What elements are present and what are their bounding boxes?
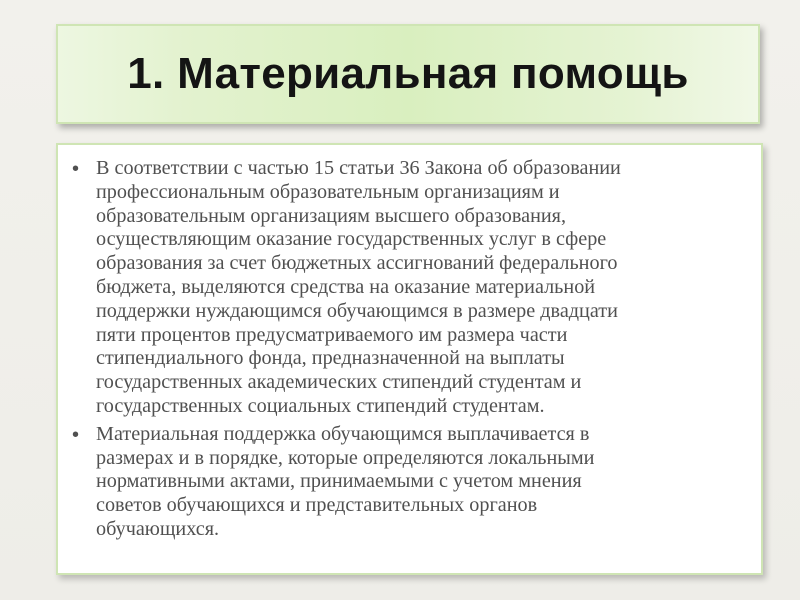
- bullet-item-2: [72, 423, 747, 542]
- bullet-1-line-5: образования за счет бюджетных ассигнований федерального: [96, 252, 618, 275]
- bullet-1-line-6: бюджета, выделяются средства на оказание материальной: [96, 275, 596, 298]
- bullet-text-2: [96, 423, 594, 542]
- bullet-text-1: [96, 157, 621, 419]
- bullet-1-line-9: стипендиального фонда, предназначенной на выплаты: [96, 347, 565, 370]
- bullet-1-line-1: В соответствии с частью 15 статьи 36 Закона об образовании: [96, 157, 621, 179]
- title-box: [56, 24, 760, 124]
- bullet-2-line-2: размерах и в порядке, которые определяются локальными: [96, 446, 595, 469]
- bullet-2-line-3: нормативными актами, принимаемыми с учетом мнения: [96, 470, 582, 493]
- bullet-2-line-5: обучающихся.: [96, 517, 220, 540]
- bullet-dot-icon: •: [72, 158, 80, 180]
- bullet-item-1: [72, 157, 747, 419]
- bullet-2-line-4: советов обучающихся и представительных органов: [96, 494, 538, 517]
- slide-title: 1. Материальная помощь: [127, 49, 689, 98]
- bullet-1-line-4: осуществляющим оказание государственных услуг в сфере: [96, 228, 607, 251]
- bullet-1-line-7: поддержки нуждающимся обучающимся в размере двадцати: [96, 299, 618, 322]
- bullet-dot-icon: •: [72, 423, 80, 446]
- content-box: [56, 143, 763, 575]
- bullet-1-line-3: образовательным организациям высшего образования,: [96, 204, 567, 227]
- bullet-1-line-2: профессиональным образовательным организациям и: [96, 180, 560, 203]
- bullet-list: [58, 145, 761, 542]
- bullet-1-line-8: пяти процентов предусматриваемого им размера части: [96, 323, 568, 346]
- bullet-1-line-11: государственных социальных стипендий студентам.: [96, 394, 545, 417]
- bullet-1-line-10: государственных академических стипендий студентам и: [96, 371, 582, 394]
- bullet-2-line-1: Материальная поддержка обучающимся выплачивается в: [96, 422, 590, 445]
